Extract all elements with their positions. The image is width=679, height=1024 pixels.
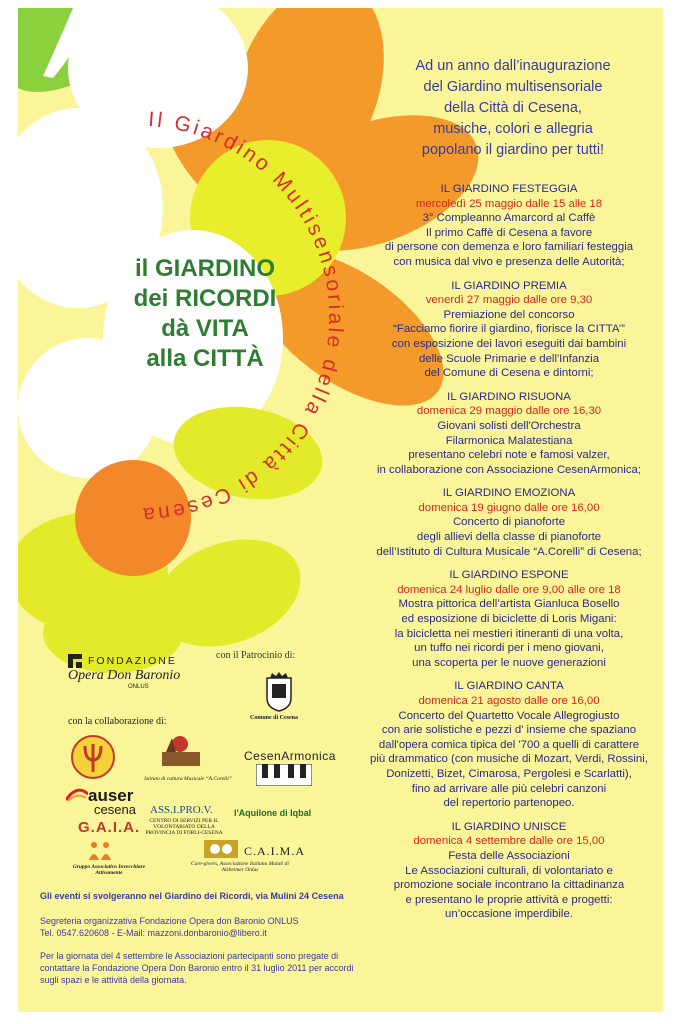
fondazione-mark-icon	[68, 654, 82, 668]
cesenarmonica-keys-icon	[256, 764, 312, 786]
event-heading: IL GIARDINO CANTA	[454, 680, 564, 693]
event-heading: IL GIARDINO ESPONE	[449, 569, 569, 582]
intro-line: Ad un anno dall’inaugurazione	[415, 58, 611, 74]
event-date: domenica 29 maggio dalle ore 16,30	[416, 405, 602, 418]
intro-line: della Città di Cesena,	[444, 100, 582, 116]
auser-swoosh-icon	[66, 788, 88, 802]
sponsors-area	[18, 638, 338, 898]
poster	[18, 8, 663, 1012]
event-date: mercoledì 25 maggio dalle 15 alle 18	[415, 197, 603, 210]
caima-caption: Care-givers, Associazione Italiana Malati di Alzheimer Onlus	[191, 861, 289, 873]
event-date: domenica 21 agosto dalle ore 16,00	[418, 695, 600, 707]
music-school-logo	[70, 734, 116, 780]
gaia-caption: Gruppo Associativo Invecchiare Attivamente	[72, 864, 146, 876]
event-line: promozione sociale incontrano la cittadinanza	[393, 879, 625, 892]
event-heading: IL GIARDINO PREMIA	[451, 279, 567, 292]
event-line: una scoperta per le nuove generazioni	[412, 656, 606, 669]
intro-text	[363, 56, 663, 161]
secretariat-text	[40, 915, 360, 939]
intro-line: popolano il giardino per tutti!	[421, 142, 605, 158]
secretariat-line-2: Tel. 0547.620608 - E-Mail: mazzoni.donbaronio@libero.it	[40, 928, 267, 938]
fondazione-label: FONDAZIONE	[88, 655, 177, 667]
event-line: ed esposizione di biciclette di Loris Migani:	[401, 613, 617, 626]
event-date: domenica 24 luglio dalle ore 9,00 alle ore 18	[397, 583, 621, 596]
event-block	[340, 486, 663, 559]
event-date: venerdì 27 maggio dalle ore 9,30	[425, 294, 593, 307]
event-line: con esposizione dei lavori eseguiti dai bambini	[391, 337, 627, 350]
gaia-people-icon	[88, 840, 112, 862]
auser-city: cesena	[94, 802, 136, 817]
event-date: domenica 4 settembre dalle ore 15,00	[413, 835, 605, 848]
event-heading: IL GIARDINO RISUONA	[447, 390, 571, 403]
title-line-3: dà VITA	[161, 315, 249, 342]
event-block	[340, 568, 663, 670]
events-list	[340, 182, 663, 931]
event-line: degli allievi della classe di pianoforte	[416, 531, 602, 544]
event-line: Il primo Caffè di Cesena a favore	[425, 226, 593, 239]
event-line: delle Scuole Primarie e dell'Infanzia	[418, 352, 600, 365]
secretariat-line-1: Segreteria organizzativa Fondazione Opera don Baronio ONLUS	[40, 916, 299, 926]
assiprov-caption: CENTRO DI SERVIZI PER IL VOLONTARIATO DELLA PROVINCIA DI FORLI-CESENA	[145, 818, 223, 836]
event-line: del repertorio partenopeo.	[443, 797, 575, 810]
caima-logo: C.A.I.M.A	[244, 844, 306, 858]
event-block	[340, 279, 663, 381]
corelli-caption: Istituto di cultura Musicale “A.Corelli”	[144, 776, 232, 782]
cesenarmonica-logo: CesenArmonica	[244, 749, 336, 763]
event-line: Donizetti, Bizet, Cimarosa, Pergolesi e Scarlatti),	[386, 767, 632, 780]
event-line: 3° Compleanno Amarcord al Caffè	[422, 212, 596, 225]
event-block	[340, 182, 663, 270]
event-line: Le Associazioni culturali, di volontariato e	[405, 864, 613, 877]
event-line: Concerto del Quartetto Vocale Allegrogiusto	[398, 709, 620, 722]
event-line: dell’Istituto di Cultura Musicale “A.Corelli” di Cesena;	[376, 545, 642, 558]
event-line: Mostra pittorica dell’artista Gianluca Bosello	[398, 598, 620, 611]
collab-label: con la collaborazione di:	[68, 716, 167, 727]
fondazione-name: Opera Don Baronio	[68, 668, 181, 683]
event-block	[340, 679, 663, 810]
event-line: Premiazione del concorso	[443, 308, 575, 321]
event-line: con musica dal vivo e presenza delle Autorità;	[393, 255, 625, 268]
assiprov-logo: ASS.I.PRO.V.	[150, 804, 213, 816]
event-line: Filarmonica Malatestiana	[445, 434, 573, 447]
event-line: un’occasione imperdibile.	[445, 908, 573, 921]
event-line: in collaborazione con Associazione CesenArmonica;	[376, 463, 642, 476]
patronato-label: con il Patrocinio di:	[216, 650, 296, 661]
event-heading: IL GIARDINO UNISCE	[451, 820, 567, 833]
event-block	[340, 390, 663, 478]
event-line: più drammatico (con musiche di Mozart, Verdi, Rossini,	[370, 753, 648, 766]
intro-line: musiche, colori e allegria	[433, 121, 593, 137]
fondazione-onlus: ONLUS	[128, 684, 149, 690]
fondazione-logo	[68, 654, 180, 690]
event-line: Concerto di pianoforte	[452, 516, 566, 529]
event-line: la bicicletta nei mestieri itineranti di una volta,	[394, 627, 624, 640]
title-line-4: alla CITTÀ	[146, 345, 264, 372]
event-line: del Comune di Cesena e dintorni;	[424, 367, 594, 380]
event-line: fino ad arrivare alle più celebri canzoni	[411, 782, 607, 795]
intro-line: del Giardino multisensoriale	[423, 79, 603, 95]
note-text: Per la giornata del 4 settembre le Associazioni partecipanti sono pregate di contattare la Fondazione Opera Don Baronio entro il 31 luglio 2011 per accordi sugli spazi e le attività della giornata.	[40, 951, 354, 985]
footer	[40, 890, 360, 997]
event-line: e presentano le proprie attività e progetti:	[405, 893, 613, 906]
caima-icon	[204, 840, 238, 858]
event-line: con arie solistiche e pezzi d' insieme che spaziano	[381, 724, 637, 737]
event-line: di persone con demenza e loro familiari festeggia	[384, 241, 634, 254]
event-date: domenica 19 giugno dalle ore 16,00	[418, 501, 600, 514]
event-heading: IL GIARDINO EMOZIONA	[442, 487, 576, 500]
corelli-logo	[158, 732, 204, 770]
venue-text: Gli eventi si svolgeranno nel Giardino dei Ricordi, via Mulini 24 Cesena	[40, 891, 344, 901]
gaia-logo: G.A.I.A.	[78, 819, 141, 836]
title-line-2: dei RICORDI	[133, 285, 277, 312]
arc-title-text: Il Giardino Multisensoriale della Città di Cesena	[139, 107, 348, 527]
event-line: un tuffo nei ricordi per i meno giovani,	[414, 642, 604, 655]
aquilone-logo: l'Aquilone di Iqbal	[234, 808, 312, 818]
event-line: dall'opera comica tipica del '700 a quelli di carattere	[378, 738, 640, 751]
event-line: “Facciamo fiorire il giardino, fiorisce la CITTA’”	[393, 323, 625, 336]
auser-logo: auser	[88, 786, 134, 805]
event-line: Giovani solisti dell'Orchestra	[437, 419, 581, 432]
comune-label: Comune di Cesena	[250, 715, 299, 721]
main-title	[110, 254, 300, 374]
event-block	[340, 820, 663, 922]
event-line: Festa delle Associazioni	[448, 849, 570, 862]
comune-crest-icon	[264, 672, 294, 712]
event-heading: IL GIARDINO FESTEGGIA	[440, 183, 578, 195]
title-line-1: il GIARDINO	[134, 255, 275, 282]
event-line: presentano celebri note e famosi valzer,	[408, 449, 610, 462]
